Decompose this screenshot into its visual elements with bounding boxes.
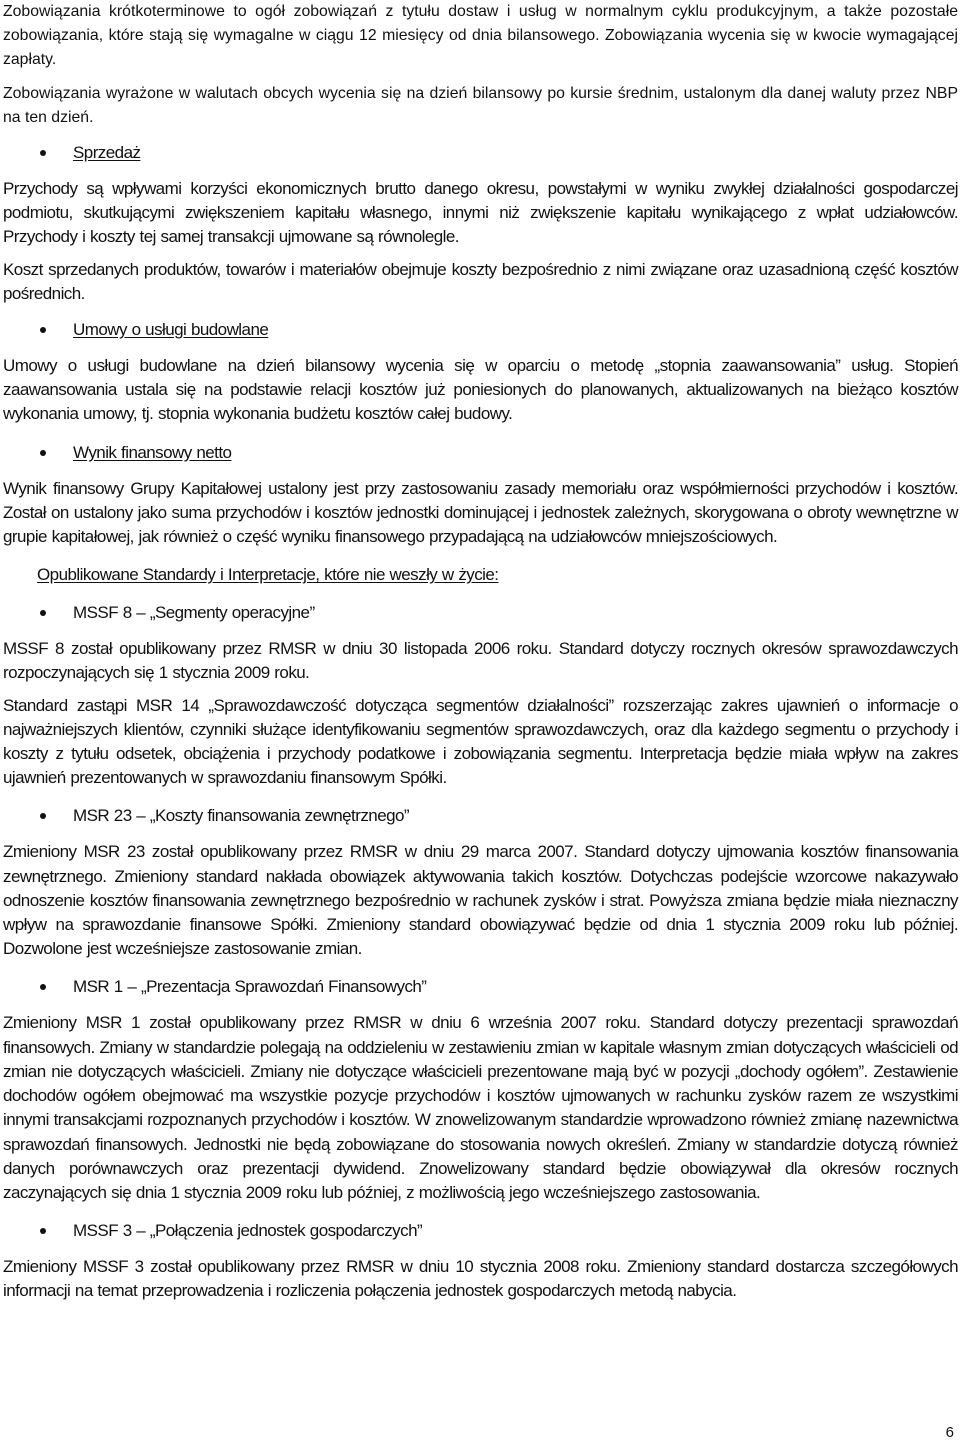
paragraph-mssf8-publication: MSSF 8 został opublikowany przez RMSR w dniu 30 listopada 2006 roku. Standard dotyczy rocznych okresów sprawozdawczych rozpoczynających się 1 stycznia 2009 roku. xyxy=(3,639,958,683)
heading-msr23: MSR 23 – „Koszty finansowania zewnętrznego” xyxy=(73,806,410,826)
bullet-icon xyxy=(40,1228,46,1234)
paragraph-foreign-currency-liabilities: Zobowiązania wyrażone w walutach obcych wycenia się na dzień bilansowy po kursie średnim, ustalonym dla danej waluty przez NBP na ten dzień. xyxy=(3,84,958,126)
section-heading-mssf3 xyxy=(3,1219,958,1243)
page-number: 6 xyxy=(945,1424,954,1441)
paragraph-construction-contracts: Umowy o usługi budowlane na dzień bilansowy wycenia się w oparciu o metodę „stopnia zaawansowania” usług. Stopień zaawansowania ustala się na podstawie relacji kosztów już poniesionych do planowanych, aktualizowanych na bieżąco kosztów wykonania umowy, tj. stopnia wykonania budżetu kosztów całej budowy. xyxy=(3,356,958,424)
paragraph-cost-of-sales: Koszt sprzedanych produktów, towarów i materiałów obejmuje koszty bezpośrednio z nimi związane oraz uzasadnioną część kosztów pośrednich. xyxy=(3,259,958,303)
heading-msr1: MSR 1 – „Prezentacja Sprawozdań Finansowych” xyxy=(73,977,427,997)
bullet-icon xyxy=(40,984,46,990)
section-heading-msr23 xyxy=(3,804,958,828)
paragraph-short-term-liabilities: Zobowiązania krótkoterminowe to ogół zobowiązań z tytułu dostaw i usług w normalnym cyklu produkcyjnym, a także pozostałe zobowiązania, które stają się wymagalne w ciągu 12 miesięcy od dnia bilansowego. Zobowiązania wycenia się w kwocie wymagającej zapłaty. xyxy=(3,3,958,69)
paragraph-net-result: Wynik finansowy Grupy Kapitałowej ustalony jest przy zastosowaniu zasady memoriału oraz współmierności przychodów i kosztów. Został on ustalony jako suma przychodów i kosztów jednostki dominującej i jednostek zależnych, skorygowana o obroty wewnętrzne w grupie kapitałowej, jak również o część wyniku finansowego przypadającą na udziałowców mniejszościowych. xyxy=(3,478,958,547)
heading-published-standards: Opublikowane Standardy i Interpretacje, które nie weszły w życie: xyxy=(37,565,499,585)
section-heading-construction-contracts xyxy=(3,318,958,342)
bullet-icon xyxy=(40,610,46,616)
heading-net-result: Wynik finansowy netto xyxy=(73,442,232,462)
heading-mssf3: MSSF 3 – „Połączenia jednostek gospodarczych” xyxy=(73,1221,423,1241)
section-heading-net-result xyxy=(3,441,958,465)
bullet-icon xyxy=(40,327,46,333)
paragraph-msr23: Zmieniony MSR 23 został opublikowany przez RMSR w dniu 29 marca 2007. Standard dotyczy ujmowania kosztów finansowania zewnętrznego. Zmieniony standard nakłada obowiązek aktywowania takich kosztów. Dotychczas podejście wzorcowe nakazywało odnoszenie kosztów finansowania zewnętrznego bezpośrednio w rachunek zysków i strat. Powyższa zmiana będzie miała nieznaczny wpływ na sprawozdanie finansowe Spółki. Zmieniony standard obowiązywać będzie od dnia 1 stycznia 2009 roku lub później. Dozwolone jest wcześniejsze zastosowanie zmian. xyxy=(3,842,958,959)
document-page xyxy=(3,0,958,1304)
bullet-icon xyxy=(40,150,46,156)
section-heading-msr1 xyxy=(3,975,958,999)
bullet-icon xyxy=(40,813,46,819)
paragraph-mssf3: Zmieniony MSSF 3 został opublikowany przez RMSR w dniu 10 stycznia 2008 roku. Zmieniony standard dostarcza szczegółowych informacji na temat przeprowadzenia i rozliczenia połączenia jednostek gospodarczych metodą nabycia. xyxy=(3,1257,958,1301)
heading-sales: Sprzedaż xyxy=(73,143,141,163)
section-heading-mssf8 xyxy=(3,601,958,625)
paragraph-msr1: Zmieniony MSR 1 został opublikowany przez RMSR w dniu 6 września 2007 roku. Standard dotyczy prezentacji sprawozdań finansowych. Zmiany w standardzie polegają na oddzieleniu w zestawieniu zmian w kapitale własnym zmian dotyczących właścicieli od zmian nie dotyczących właścicieli. Zmiany nie dotyczące właścicieli prezentowane mają być w pozycji „dochody ogółem”. Zestawienie dochodów ogółem obejmować ma wszystkie pozycje przychodów i kosztów ujmowanych w rachunku zysków razem ze wszystkimi innymi transakcjami rozpoznanych przychodów i kosztów. W znowelizowanym standardzie wprowadzono również zmianę nazewnictwa sprawozdań finansowych. Jednostki nie będą zobowiązane do stosowania nowych określeń. Zmiany w standardzie dotyczą również danych porównawczych oraz prezentacji dywidend. Znowelizowany standard będzie obowiązywał dla okresów rocznych zaczynających się dnia 1 stycznia 2009 roku lub później, z możliwością jego wcześniejszego zastosowania. xyxy=(3,1013,958,1202)
heading-construction-contracts: Umowy o usługi budowlane xyxy=(73,320,269,340)
paragraph-mssf8-scope: Standard zastąpi MSR 14 „Sprawozdawczość dotycząca segmentów działalności” rozszerzając zakres ujawnień o informacje o najważniejszych klientów, czynniki służące identyfikowaniu segmentów sprawozdawczych, oraz dla każdego segmentu o przychody i koszty z tytułu odsetek, obciążenia i przychody podatkowe i zobowiązania segmentu. Interpretacja będzie miała wpływ na zakres ujawnień prezentowanych w sprawozdaniu finansowym Spółki. xyxy=(3,695,958,788)
heading-mssf8: MSSF 8 – „Segmenty operacyjne” xyxy=(73,603,315,623)
bullet-icon xyxy=(40,450,46,456)
paragraph-revenue-definition: Przychody są wpływami korzyści ekonomicznych brutto danego okresu, powstałymi w wyniku zwykłej działalności gospodarczej podmiotu, skutkującymi zwiększeniem kapitału własnego, innymi niż zwiększenie kapitału wynikającego z wpłat udziałowców. Przychody i koszty tej samej transakcji ujmowane są równolegle. xyxy=(3,179,958,247)
section-heading-sales xyxy=(3,141,958,165)
